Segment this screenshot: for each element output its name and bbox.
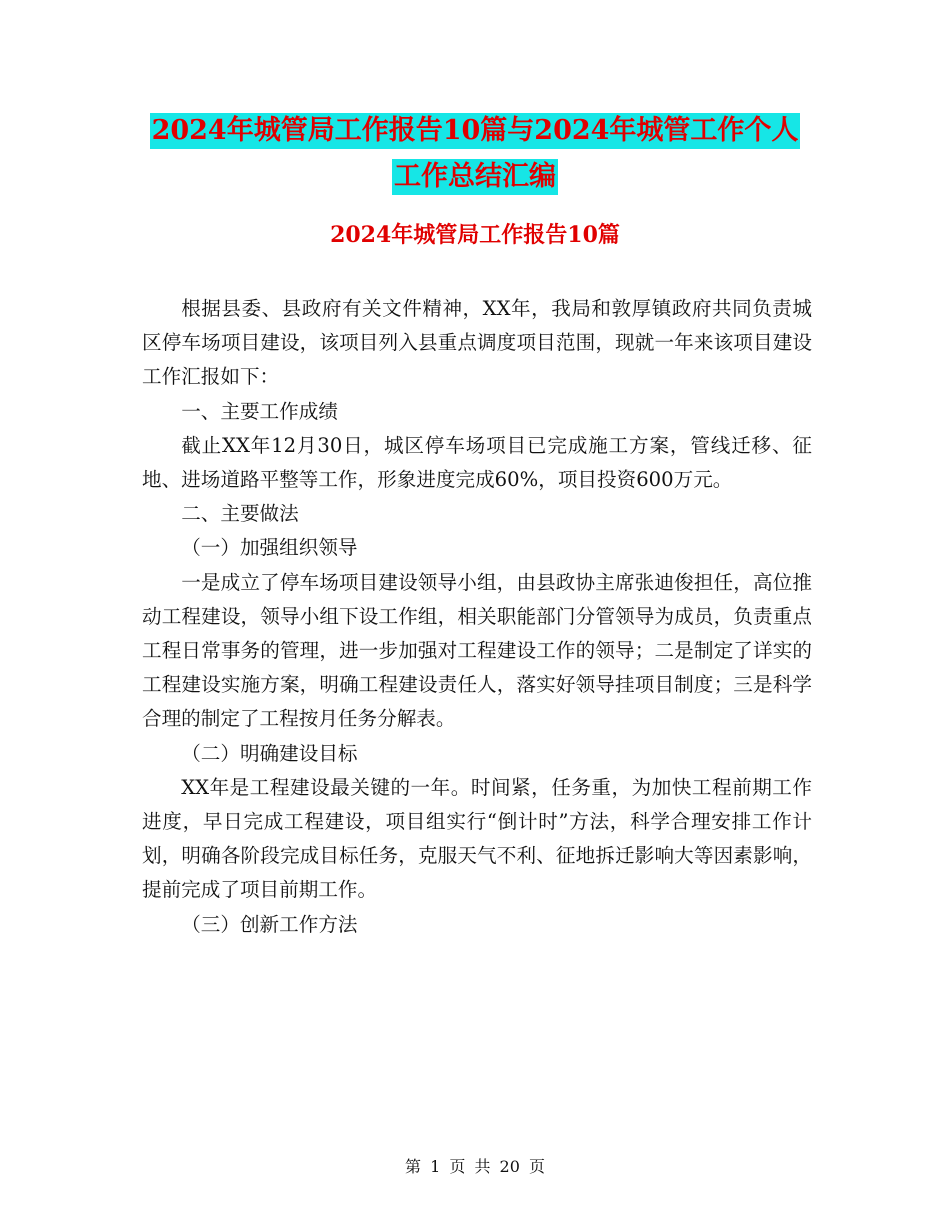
heading-achievements: 一、主要工作成绩 — [181, 399, 338, 423]
paragraph-intro: 根据县委、县政府有关文件精神，XX年，我局和敦厚镇政府共同负责城区停车场项目建设，该项目列入县重点调度项目范围，现就一年来该项目建设工作汇报如下： — [142, 297, 812, 389]
section-heading: 2024年城管局工作报告10篇 — [330, 222, 620, 248]
paragraph-goals: XX年是工程建设最关键的一年。时间紧，任务重，为加快工程前期工作进度，早日完成工程建设，项目组实行“倒计时”方法，科学合理安排工作计划，明确各阶段完成目标任务，克服天气不利、征地拆迁影响大等因素影响，提前完成了项目前期工作。 — [142, 775, 812, 902]
title-line-2: 工作总结汇编 — [392, 159, 558, 195]
title-line-1: 2024年城管局工作报告10篇与2024年城管工作个人 — [150, 113, 801, 149]
paragraph-achievements: 截止XX年12月30日，城区停车场项目已完成施工方案，管线迁移、征地、进场道路平整等工作，形象进度完成60%，项目投资600万元。 — [142, 433, 812, 492]
heading-methods: 二、主要做法 — [181, 502, 299, 526]
subheading-goals: （二）明确建设目标 — [181, 741, 358, 765]
page-number-footer: 第 1 页 共 20 页 — [405, 1157, 545, 1176]
document-title — [142, 113, 808, 195]
paragraph-leadership: 一是成立了停车场项目建设领导小组，由县政协主席张迪俊担任，高位推动工程建设，领导小组下设工作组，相关职能部门分管领导为成员，负责重点工程日常事务的管理，进一步加强对工程建设工作的领导；二是制定了详实的工程建设实施方案，明确工程建设责任人，落实好领导挂项目制度；三是科学合理的制定了工程按月任务分解表。 — [142, 570, 812, 731]
subheading-innovation: （三）创新工作方法 — [181, 912, 358, 936]
subheading-leadership: （一）加强组织领导 — [181, 536, 358, 560]
document-body — [142, 292, 812, 942]
